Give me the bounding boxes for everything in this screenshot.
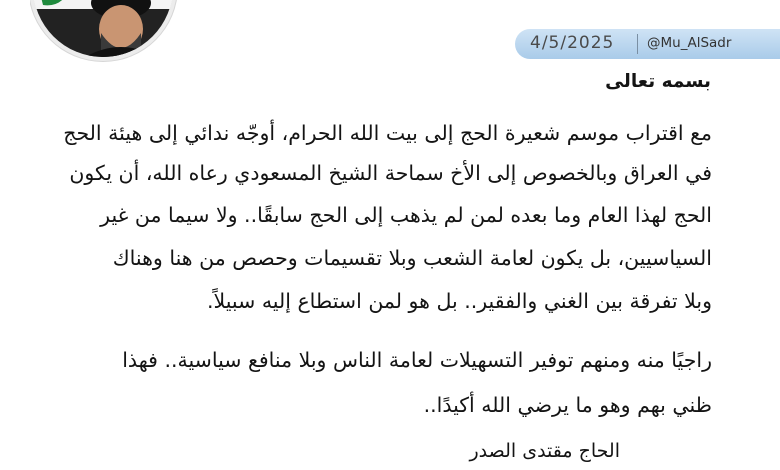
body-line-3: الحج لهذا العام وما بعده لمن لم يذهب إلى الحج سابقًا.. ولا سيما من غير <box>100 203 712 227</box>
account-handle[interactable]: @Mu_AlSadr <box>647 35 732 51</box>
body-line-7: ظني بهم وهو ما يرضي الله أكيدًا.. <box>423 393 712 417</box>
portrait-icon <box>33 0 173 57</box>
body-line-5: وبلا تفرقة بين الغني والفقير.. بل هو لمن استطاع إليه سبيلاً. <box>207 289 712 313</box>
body-line-4: السياسيين، بل يكون لعامة الشعب وبلا تقسيمات وحصص من هنا وهناك <box>112 246 712 270</box>
header-divider <box>637 34 638 54</box>
body-line-1: مع اقتراب موسم شعيرة الحج إلى بيت الله الحرام، أوجّه ندائي إلى هيئة الحج <box>63 121 712 145</box>
body-line-2: في العراق وبالخصوص إلى الأخ سماحة الشيخ المسعودي رعاه الله، أن يكون <box>69 161 712 185</box>
signature: الحاج مقتدى الصدر <box>469 440 620 462</box>
opening-line: بسمه تعالى <box>605 71 711 92</box>
body-line-6: راجيًا منه ومنهم توفير التسهيلات لعامة الناس وبلا منافع سياسية.. فهذا <box>122 348 712 372</box>
avatar-frame <box>30 0 180 64</box>
post-date: 4/5/2025 <box>530 33 615 53</box>
avatar <box>33 0 173 57</box>
